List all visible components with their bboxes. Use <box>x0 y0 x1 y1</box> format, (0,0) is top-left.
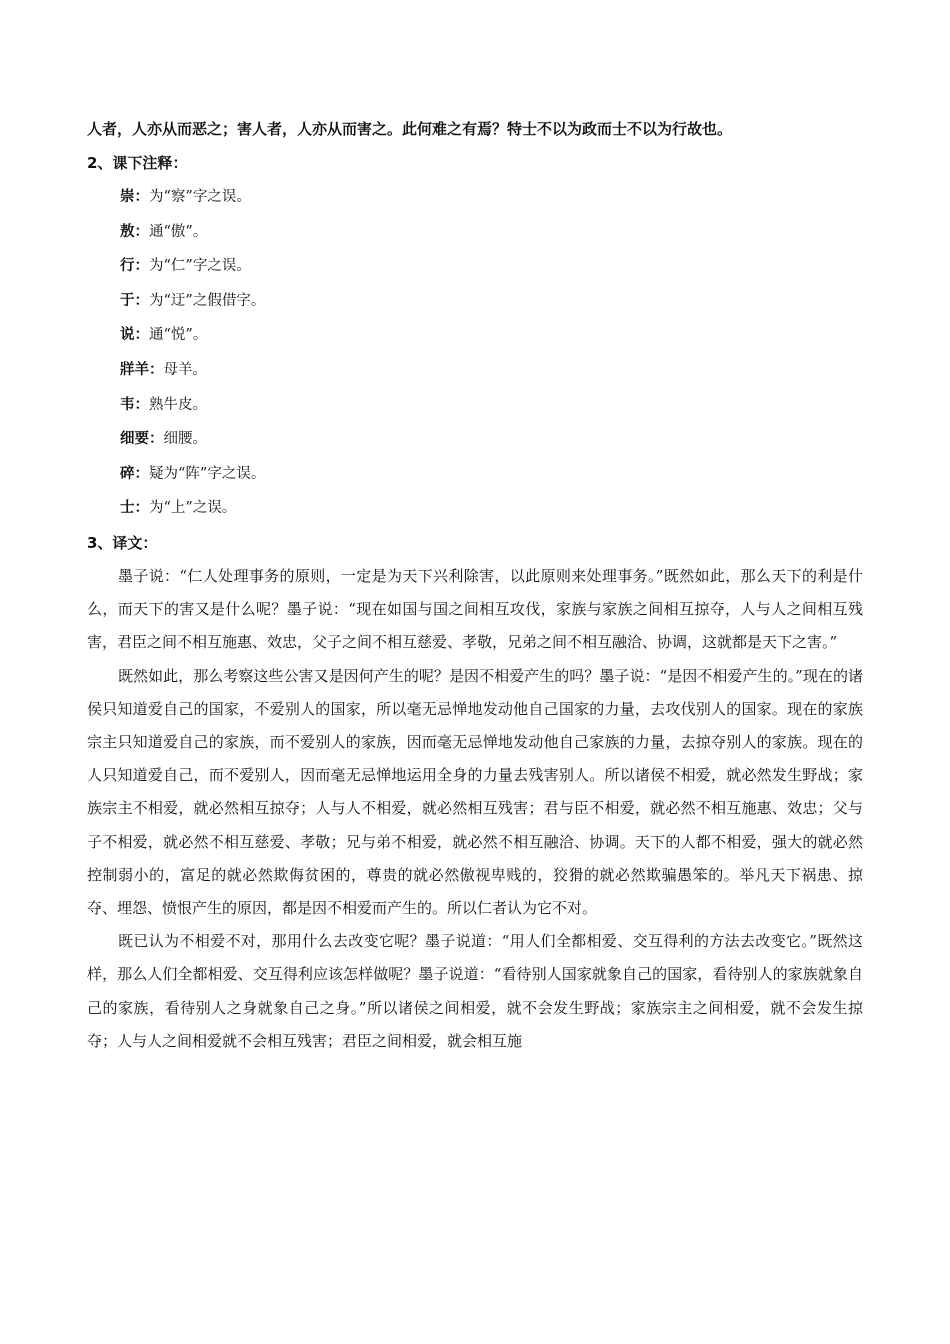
notes-list <box>87 180 863 526</box>
note-text: 为“察”字之误。 <box>149 189 251 205</box>
translation-paragraph: 既已认为不相爱不对，那用什么去改变它呢？墨子说道：“用人们全都相爱、交互得利的方法去改变它。”既然这样，那么人们全都相爱、交互得利应该怎样做呢？墨子说道：“看待别人国家就象自己的国家，看待别人的家族就象自己的家族，看待别人之身就象自己之身。”所以诸侯之间相爱，就不会发生野战；家族宗主之间相爱，就不会发生掠夺；人与人之间相爱就不会相互残害；君臣之间相爱，就会相互施 <box>87 932 863 1050</box>
section-2-heading: 2、课下注释： <box>87 154 188 172</box>
note-item <box>87 353 863 388</box>
note-text: 通“傲”。 <box>149 223 208 240</box>
translation-paragraph: 既然如此，那么考察这些公害又是因何产生的呢？是因不相爱产生的吗？墨子说：“是因不相爱产生的。”现在的诸侯只知道爱自己的国家，不爱别人的国家，所以毫无忌惮地发动他自己国家的力量，去攻伐别人的国家。现在的家族宗主只知道爱自己的家族，而不爱别人的家族，因而毫无忌惮地发动他自己家族的力量，去掠夺别人的家族。现在的人只知道爱自己，而不爱别人，因而毫无忌惮地运用全身的力量去残害别人。所以诸侯不相爱，就必然发生野战；家族宗主不相爱，就必然相互掠夺；人与人不相爱，就必然相互残害；君与臣不相爱，就必然不相互施惠、效忠；父与子不相爱，就必然不相互慈爱、孝敬；兄与弟不相爱，就必然不相互融洽、协调。天下的人都不相爱，强大的就必然控制弱小的，富足的就必然欺侮贫困的，尊贵的就必然傲视卑贱的，狡猾的就必然欺骗愚笨的。举凡天下祸患、掠夺、埋怨、愤恨产生的原因，都是因不相爱而产生的。所以仁者认为它不对。 <box>87 666 863 917</box>
note-item <box>87 388 863 423</box>
note-item <box>87 249 863 284</box>
note-item <box>87 284 863 319</box>
note-term: 碎： <box>120 465 149 482</box>
note-text: 通“悦”。 <box>149 327 208 344</box>
note-text: 为“上”之误。 <box>149 500 237 517</box>
note-item <box>87 491 863 526</box>
note-term: 士： <box>120 500 149 517</box>
note-item <box>87 318 863 353</box>
note-text: 细腰。 <box>163 431 207 448</box>
note-term: 牂羊： <box>120 361 164 378</box>
note-term: 行： <box>120 258 149 275</box>
note-text: 为“仁”字之误。 <box>149 258 251 275</box>
note-term: 崇： <box>120 189 149 205</box>
note-term: 说： <box>120 327 149 344</box>
note-text: 熟牛皮。 <box>149 396 207 413</box>
note-text: 母羊。 <box>163 361 207 378</box>
note-term: 于： <box>120 292 149 309</box>
translation-body <box>87 560 863 1058</box>
note-item <box>87 180 863 215</box>
note-item <box>87 422 863 457</box>
top-line: 人者，人亦从而恶之；害人者，人亦从而害之。此何难之有焉？特士不以为政而士不以为行故也。 <box>87 120 733 138</box>
note-term: 敖： <box>120 223 149 240</box>
translation-paragraph: 墨子说：“仁人处理事务的原则，一定是为天下兴利除害，以此原则来处理事务。”既然如此，那么天下的利是什么，而天下的害又是什么呢？墨子说：“现在如国与国之间相互攻伐，家族与家族之间相互掠夺，人与人之间相互残害，君臣之间不相互施惠、效忠，父子之间不相互慈爱、孝敬，兄弟之间不相互融洽、协调，这就都是天下之害。” <box>87 566 863 652</box>
note-item <box>87 457 863 492</box>
note-text: 疑为“阵”字之误。 <box>149 465 266 482</box>
note-term: 韦： <box>120 396 149 413</box>
note-item <box>87 215 863 250</box>
section-3-heading: 3、译文： <box>87 533 158 552</box>
note-term: 细要： <box>120 431 164 448</box>
document-page <box>87 112 863 1058</box>
note-text: 为“迂”之假借字。 <box>149 292 266 309</box>
